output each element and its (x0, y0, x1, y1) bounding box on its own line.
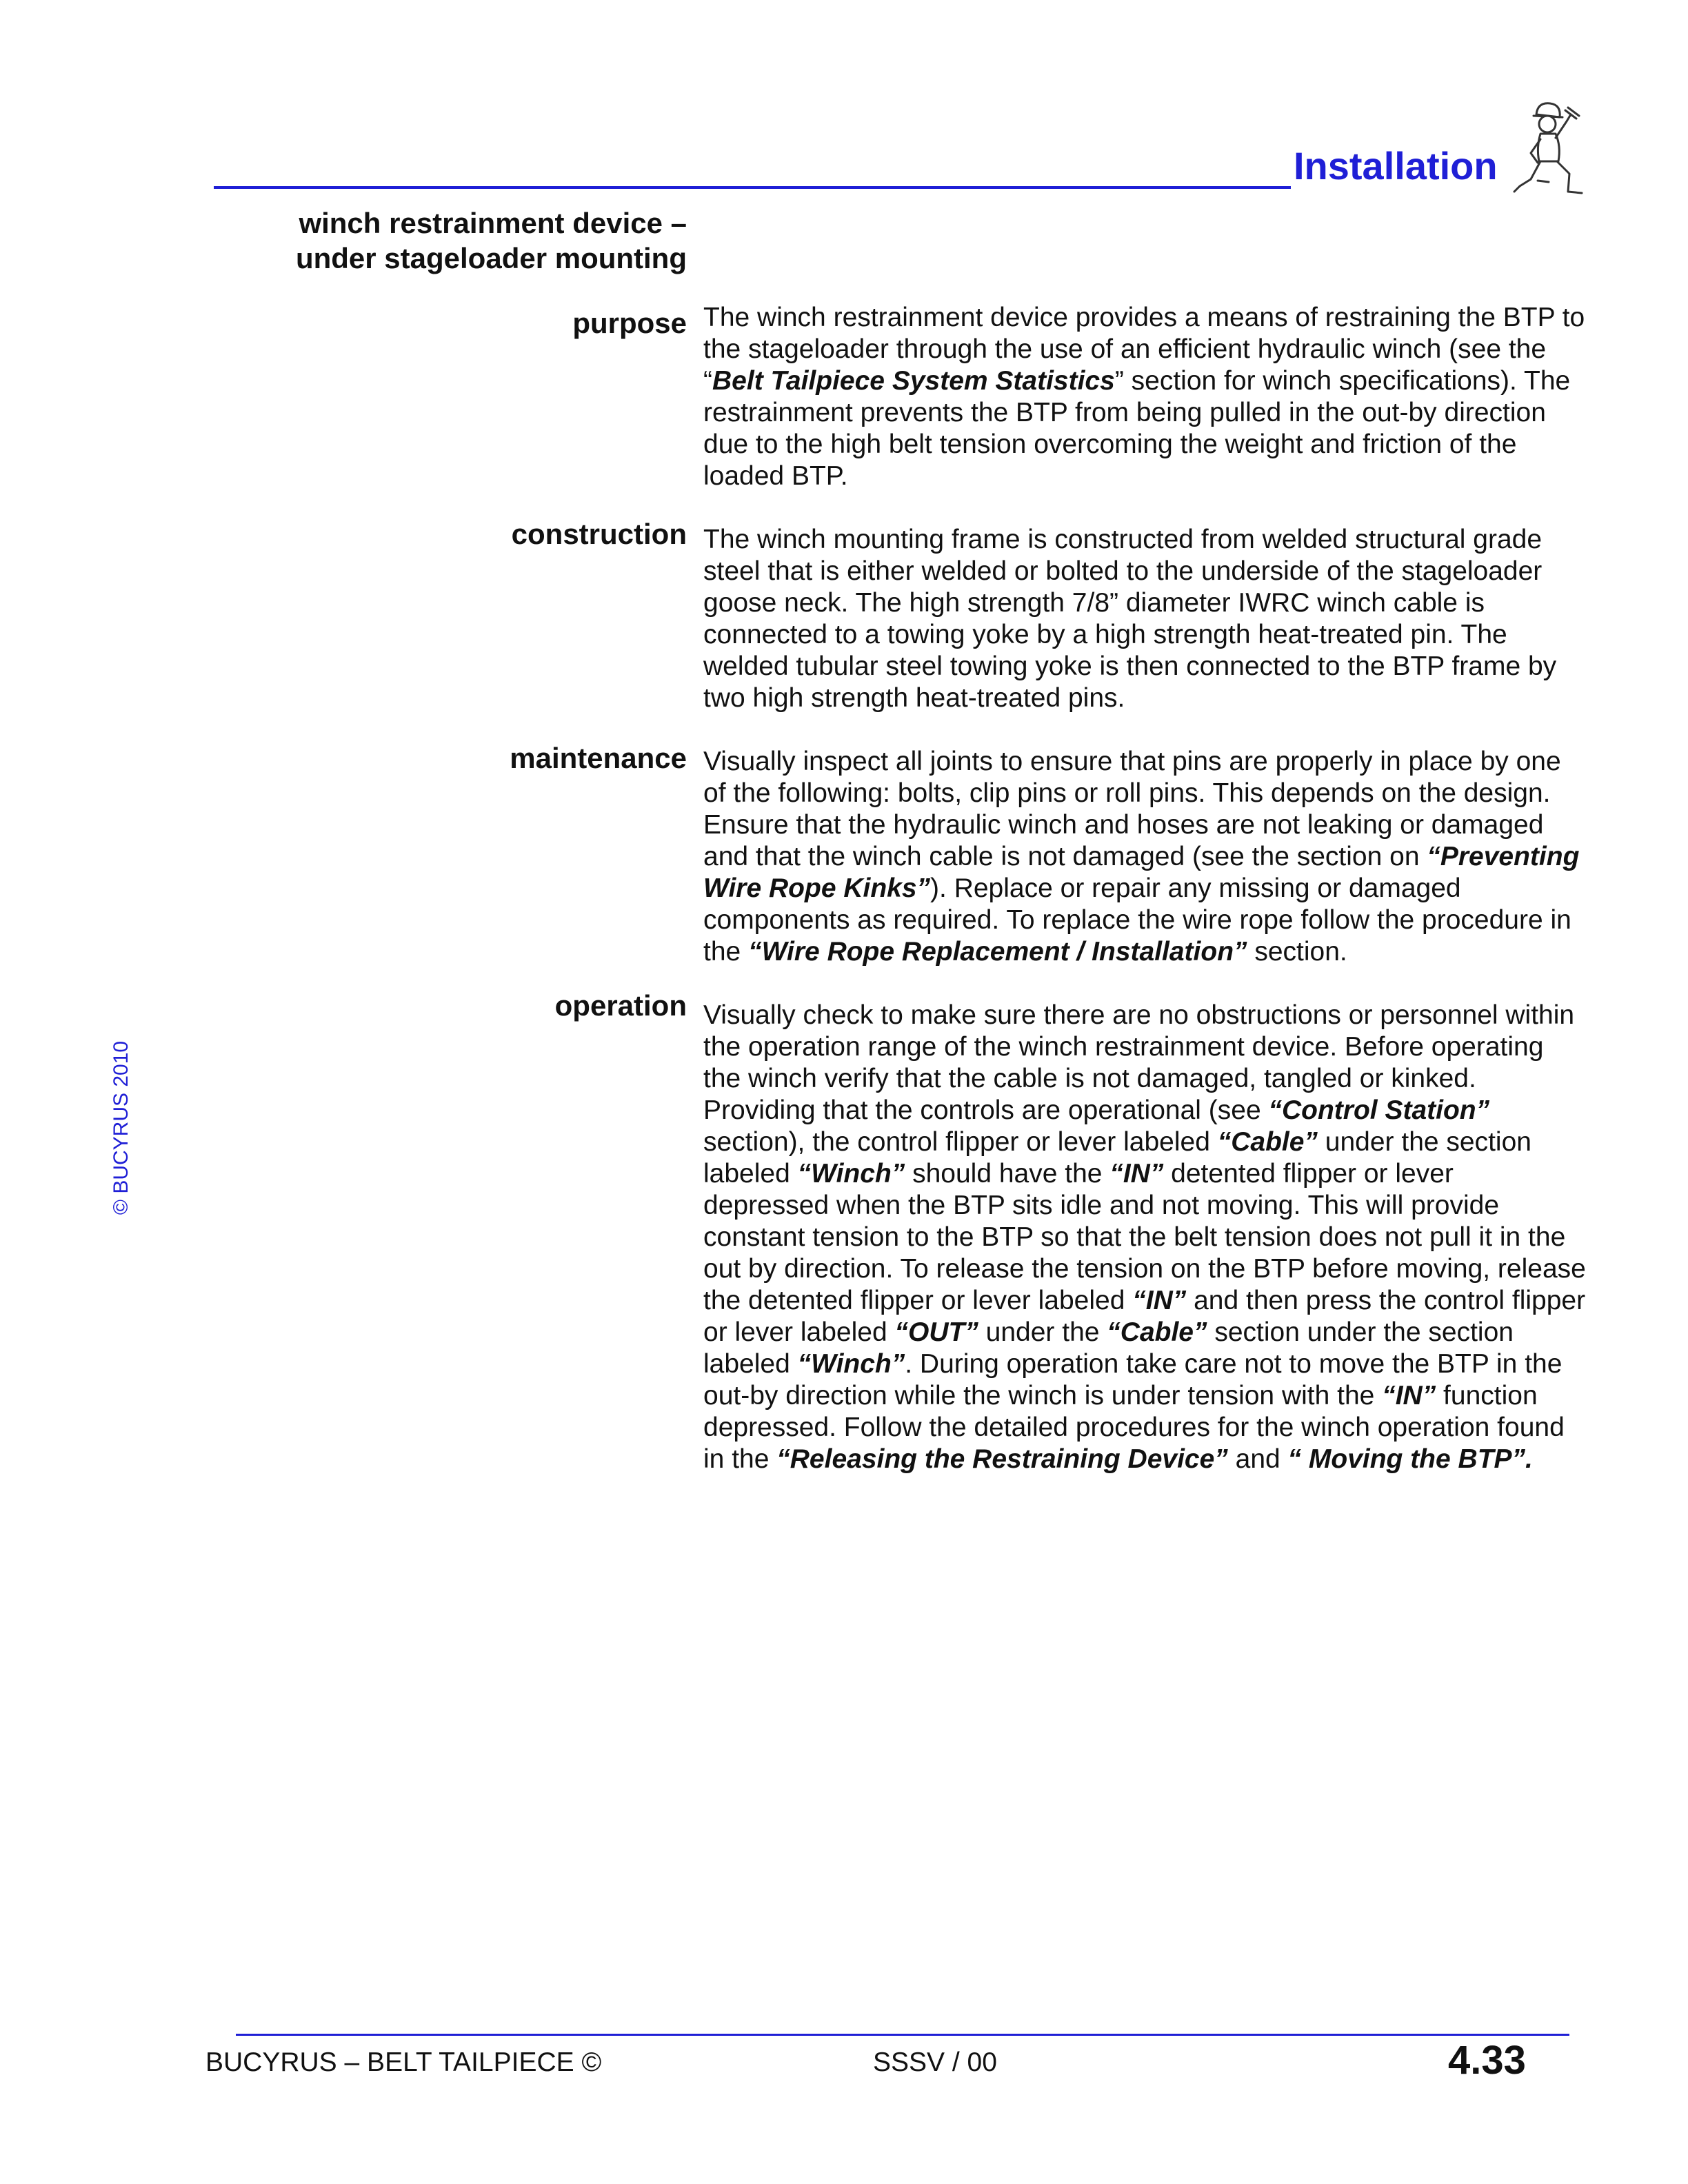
construction-paragraph: The winch mounting frame is constructed from welded structural grade steel that is either welded or bolted to the underside of the stageloader goose neck. The high strength 7/8” diameter IWRC winch cable is connected to a towing yoke by a high strength heat-treated pin. The welded tubular steel towing yoke is then connected to the BTP frame by two high strength heat-treated pins. (703, 525, 1557, 713)
footer-revision-code: SSSV / 00 (873, 2048, 997, 2077)
section-heading-line2: under stageloader mounting (295, 242, 687, 274)
section-heading (255, 205, 687, 276)
construction-label: construction (511, 518, 687, 550)
purpose-paragraph: The winch restrainment device provides a means of restraining the BTP to the stageloader through the use of an efficient hydraulic winch (see the “Belt Tailpiece System Statistics” section for winch specifications). The restrainment prevents the BTP from being pulled in the out-by direction due to the high belt tension overcoming the weight and friction of the loaded BTP. (703, 303, 1585, 491)
operation-paragraph: Visually check to make sure there are no obstructions or personnel within the operation range of the winch restrainment device. Before operating the winch verify that the cable is not damaged, tangled or kinked. Providing that the controls are operational (see “Control Station” section), the control flipper or lever labeled “Cable” under the section labeled “Winch” should have the “IN” detented flipper or lever depressed when the BTP sits idle and not moving. This will provide constant tension to the BTP so that the belt tension does not pull it in the out by direction. To release the tension on the BTP before moving, release the detented flipper or lever labeled “IN” and then press the control flipper or lever labeled “OUT” under the “Cable” section under the section labeled “Winch”. During operation take care not to move the BTP in the out-by direction while the winch is under tension with the “IN” function depressed. Follow the detailed procedures for the winch operation found in the “Releasing the Restraining Device” and “ Moving the BTP”. (703, 1000, 1586, 1474)
purpose-label: purpose (572, 307, 687, 339)
page-section-title: Installation (1294, 144, 1498, 188)
section-heading-line1: winch restrainment device – (299, 207, 687, 239)
page-number: 4.33 (1448, 2038, 1526, 2083)
maintenance-label: maintenance (510, 742, 687, 774)
operation-label: operation (554, 989, 687, 1022)
footer-rule (236, 2034, 1569, 2036)
maintenance-paragraph: Visually inspect all joints to ensure that pins are properly in place by one of the following: bolts, clip pins or roll pins. This depends on the design. Ensure that the hydraulic winch and hoses are not leaking or damaged and that the winch cable is not damaged (see the section on “Preventing Wire Rope Kinks”). Replace or repair any missing or damaged components as required. To replace the wire rope follow the procedure in the “Wire Rope Replacement / Installation” section. (703, 747, 1580, 967)
header-rule (214, 186, 1291, 189)
copyright-side-note: © BUCYRUS 2010 (110, 1040, 132, 1215)
footer-document-title: BUCYRUS – BELT TAILPIECE © (205, 2048, 602, 2077)
kneeling-worker-icon (1510, 98, 1586, 200)
